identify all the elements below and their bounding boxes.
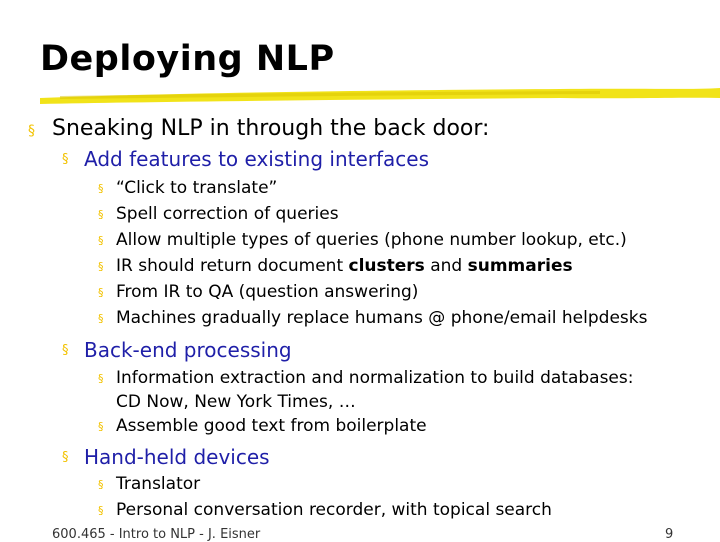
list-item-text: and <box>424 256 468 276</box>
list-item: Information extraction and normalization to build databases: <box>116 368 634 388</box>
bullet-icon: § <box>98 286 104 299</box>
bullet-icon: § <box>98 260 104 273</box>
bullet-icon: § <box>62 152 69 167</box>
emphasis-clusters: clusters <box>348 256 425 276</box>
bullet-icon: § <box>98 234 104 247</box>
list-item: From IR to QA (question answering) <box>116 282 419 302</box>
bullet-icon: § <box>98 372 104 385</box>
bullet-icon: § <box>98 420 104 433</box>
title-underline-bar <box>0 84 720 106</box>
list-item <box>116 258 573 275</box>
subsection-heading: Hand-held devices <box>84 445 270 469</box>
list-item: “Click to translate” <box>116 178 278 198</box>
bullet-icon: § <box>98 478 104 491</box>
page-number: 9 <box>665 527 674 542</box>
list-item: Allow multiple types of queries (phone number lookup, etc.) <box>116 230 627 250</box>
bullet-icon: § <box>98 208 104 221</box>
list-item: Machines gradually replace humans @ phone/email helpdesks <box>116 308 648 328</box>
subsection-heading: Back-end processing <box>84 338 292 362</box>
list-item: Personal conversation recorder, with topical search <box>116 500 552 520</box>
list-item: Translator <box>116 474 201 494</box>
slide-title: Deploying NLP <box>40 39 335 79</box>
list-item-continuation: CD Now, New York Times, … <box>116 392 356 412</box>
bullet-icon: § <box>28 123 35 139</box>
list-item: Assemble good text from boilerplate <box>116 416 427 436</box>
footer-course-label: 600.465 - Intro to NLP - J. Eisner <box>52 527 261 542</box>
bullet-icon: § <box>98 504 104 517</box>
bullet-icon: § <box>98 182 104 195</box>
bullet-icon: § <box>98 312 104 325</box>
bullet-icon: § <box>62 450 69 465</box>
subsection-heading: Add features to existing interfaces <box>84 147 430 171</box>
bullet-icon: § <box>62 343 69 358</box>
list-item-text: IR should return document <box>116 256 349 276</box>
section-heading: Sneaking NLP in through the back door: <box>52 116 490 141</box>
list-item: Spell correction of queries <box>116 204 339 224</box>
emphasis-summaries: summaries <box>467 256 573 276</box>
